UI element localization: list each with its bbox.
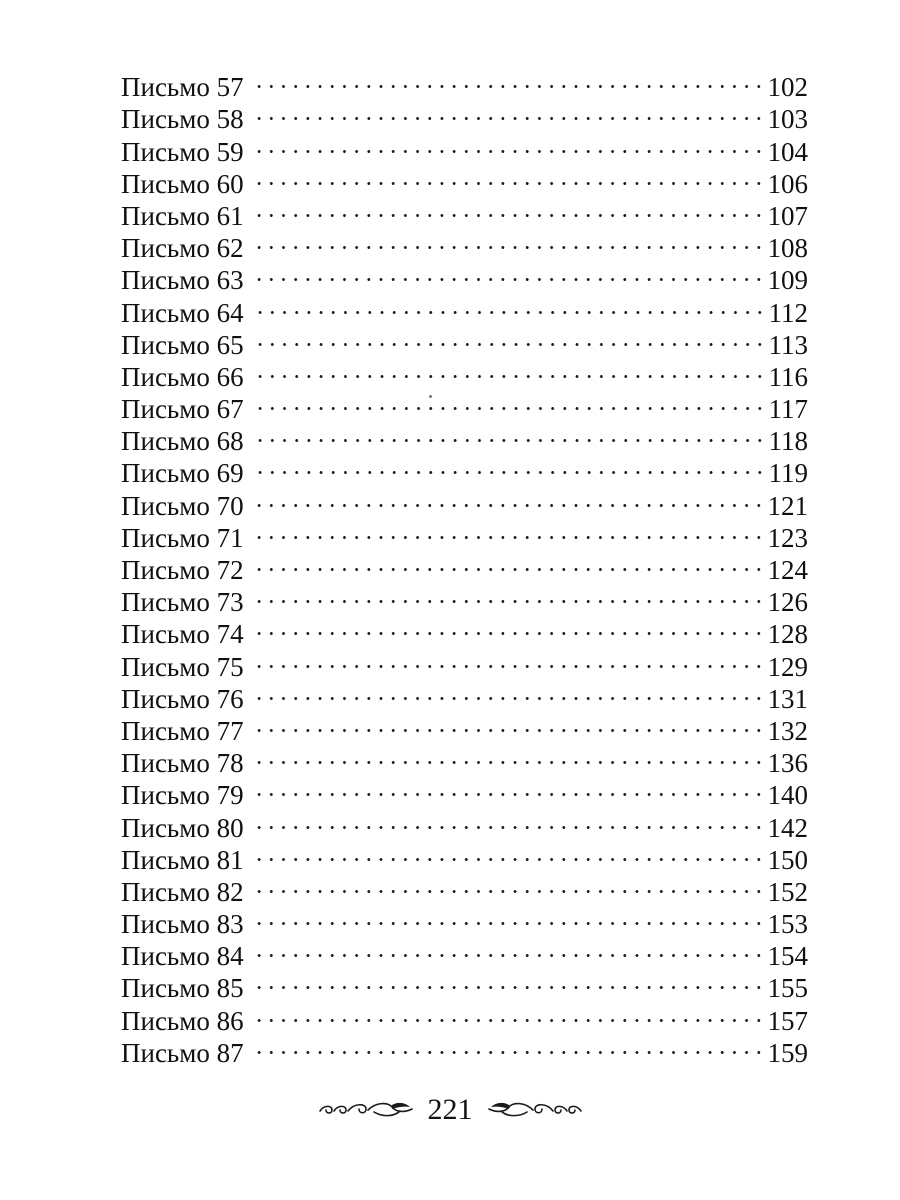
page-number: 221 — [427, 1093, 473, 1126]
toc-entry-label: Письмо 82 — [121, 876, 244, 907]
toc-entry-page: 112 — [768, 297, 808, 328]
dot-leader — [252, 64, 767, 96]
dot-leader — [252, 354, 768, 386]
toc-entry-page: 142 — [767, 812, 808, 843]
toc-entry-label: Письмо 86 — [121, 1005, 244, 1036]
toc-entry-page: 113 — [768, 329, 808, 360]
toc-entry-page: 131 — [767, 683, 808, 714]
toc-entry-label: Письмо 66 — [121, 361, 244, 392]
toc-entry-page: 117 — [768, 394, 808, 425]
toc-entry-page: 119 — [768, 458, 808, 489]
toc-entry-label: Письмо 57 — [121, 72, 244, 103]
dot-leader — [252, 1030, 767, 1062]
toc-entry-label: Письмо 59 — [121, 136, 244, 167]
toc-entry-label: Письмо 63 — [121, 265, 244, 296]
toc-entry — [121, 64, 808, 103]
dot-leader — [252, 386, 768, 418]
toc-entry-page: 121 — [767, 490, 808, 521]
toc-entry-label: Письмо 83 — [121, 909, 244, 940]
toc-entry-page: 123 — [767, 522, 808, 553]
toc-entry-label: Письмо 61 — [121, 200, 244, 231]
dot-leader — [252, 837, 767, 869]
toc-entry-page: 124 — [767, 555, 808, 585]
toc-entry-label: Письмо 74 — [121, 619, 244, 650]
toc-entry-label: Письмо 80 — [121, 812, 244, 843]
toc-entry-page: 153 — [767, 909, 808, 940]
toc-entry-label: Письмо 85 — [121, 973, 244, 1004]
toc-entry-page: 128 — [767, 619, 808, 650]
toc-entry-page: 118 — [768, 426, 808, 457]
dot-leader — [252, 257, 767, 289]
toc-entry-page: 132 — [767, 715, 808, 746]
page-footer — [0, 1088, 900, 1132]
dot-leader — [252, 96, 767, 128]
toc-entry-label: Письмо 58 — [121, 104, 244, 135]
toc-entry-page: 126 — [767, 587, 808, 618]
dot-leader — [252, 579, 767, 611]
dot-leader — [252, 128, 767, 160]
toc-entry-page: 104 — [767, 136, 808, 167]
flourish-ornament-icon — [316, 1097, 416, 1123]
toc-entry-label: Письмо 70 — [121, 490, 244, 521]
dot-leader — [252, 772, 767, 804]
toc-entry-label: Письмо 62 — [121, 233, 244, 264]
dot-leader — [252, 450, 768, 482]
toc-entry-label: Письмо 72 — [121, 555, 244, 585]
dot-leader — [252, 676, 767, 708]
toc-entry-page: 107 — [767, 200, 808, 231]
toc-entry-label: Письмо 64 — [121, 297, 244, 328]
toc-entry-label: Письмо 67 — [121, 394, 244, 425]
toc-entry-page: 152 — [767, 876, 808, 907]
toc-entry-label: Письмо 81 — [121, 844, 244, 875]
dot-leader — [252, 965, 767, 997]
dot-leader — [252, 643, 767, 675]
toc-entry-page: 116 — [768, 361, 808, 392]
toc-entry-page: 155 — [767, 973, 808, 1004]
toc-entry-label: Письмо 73 — [121, 587, 244, 618]
toc-entry-page: 154 — [767, 941, 808, 972]
dot-leader — [252, 997, 767, 1029]
dot-leader — [252, 804, 767, 836]
toc-entry-page: 150 — [767, 844, 808, 875]
toc-entry-label: Письмо 77 — [121, 715, 244, 746]
dot-leader — [252, 933, 767, 965]
toc-entry-label: Письмо 87 — [121, 1037, 244, 1068]
toc-entry-label: Письмо 71 — [121, 522, 244, 553]
toc-entry-label: Письмо 79 — [121, 780, 244, 811]
dot-leader — [252, 515, 767, 547]
toc-entry-page: 106 — [767, 168, 808, 199]
dot-leader — [252, 289, 768, 321]
toc-entry-page: 140 — [767, 780, 808, 811]
dot-leader — [252, 225, 767, 257]
toc-entry-label: Письмо 78 — [121, 748, 244, 779]
dot-leader — [252, 611, 767, 643]
dot-leader — [252, 322, 768, 354]
dot-leader — [252, 161, 767, 193]
toc-entry-label: Письмо 65 — [121, 329, 244, 360]
toc-entry-label: Письмо 75 — [121, 651, 244, 682]
dot-leader — [252, 418, 768, 450]
toc-entry-label: Письмо 60 — [121, 168, 244, 199]
dot-leader — [252, 708, 767, 740]
dot-leader — [252, 901, 767, 933]
toc-entry-page: 108 — [767, 233, 808, 264]
toc-entry-page: 109 — [767, 265, 808, 296]
toc-entry-label: Письмо 69 — [121, 458, 244, 489]
dot-leader — [252, 193, 767, 225]
toc-entry-label: Письмо 84 — [121, 941, 244, 972]
toc-entry-page: 102 — [767, 72, 808, 103]
toc-entry-page: 136 — [767, 748, 808, 779]
dot-leader — [252, 547, 767, 579]
dot-leader — [252, 482, 767, 514]
toc-entry-label: Письмо 68 — [121, 426, 244, 457]
table-of-contents — [121, 64, 808, 1068]
toc-entry-label: Письмо 76 — [121, 683, 244, 714]
dot-leader — [252, 869, 767, 901]
flourish-ornament-icon — [485, 1097, 585, 1123]
dot-leader — [252, 740, 767, 772]
toc-entry-page: 159 — [767, 1037, 808, 1068]
toc-entry-page: 129 — [767, 651, 808, 682]
toc-entry-page: 157 — [767, 1005, 808, 1036]
toc-entry-page: 103 — [767, 104, 808, 135]
